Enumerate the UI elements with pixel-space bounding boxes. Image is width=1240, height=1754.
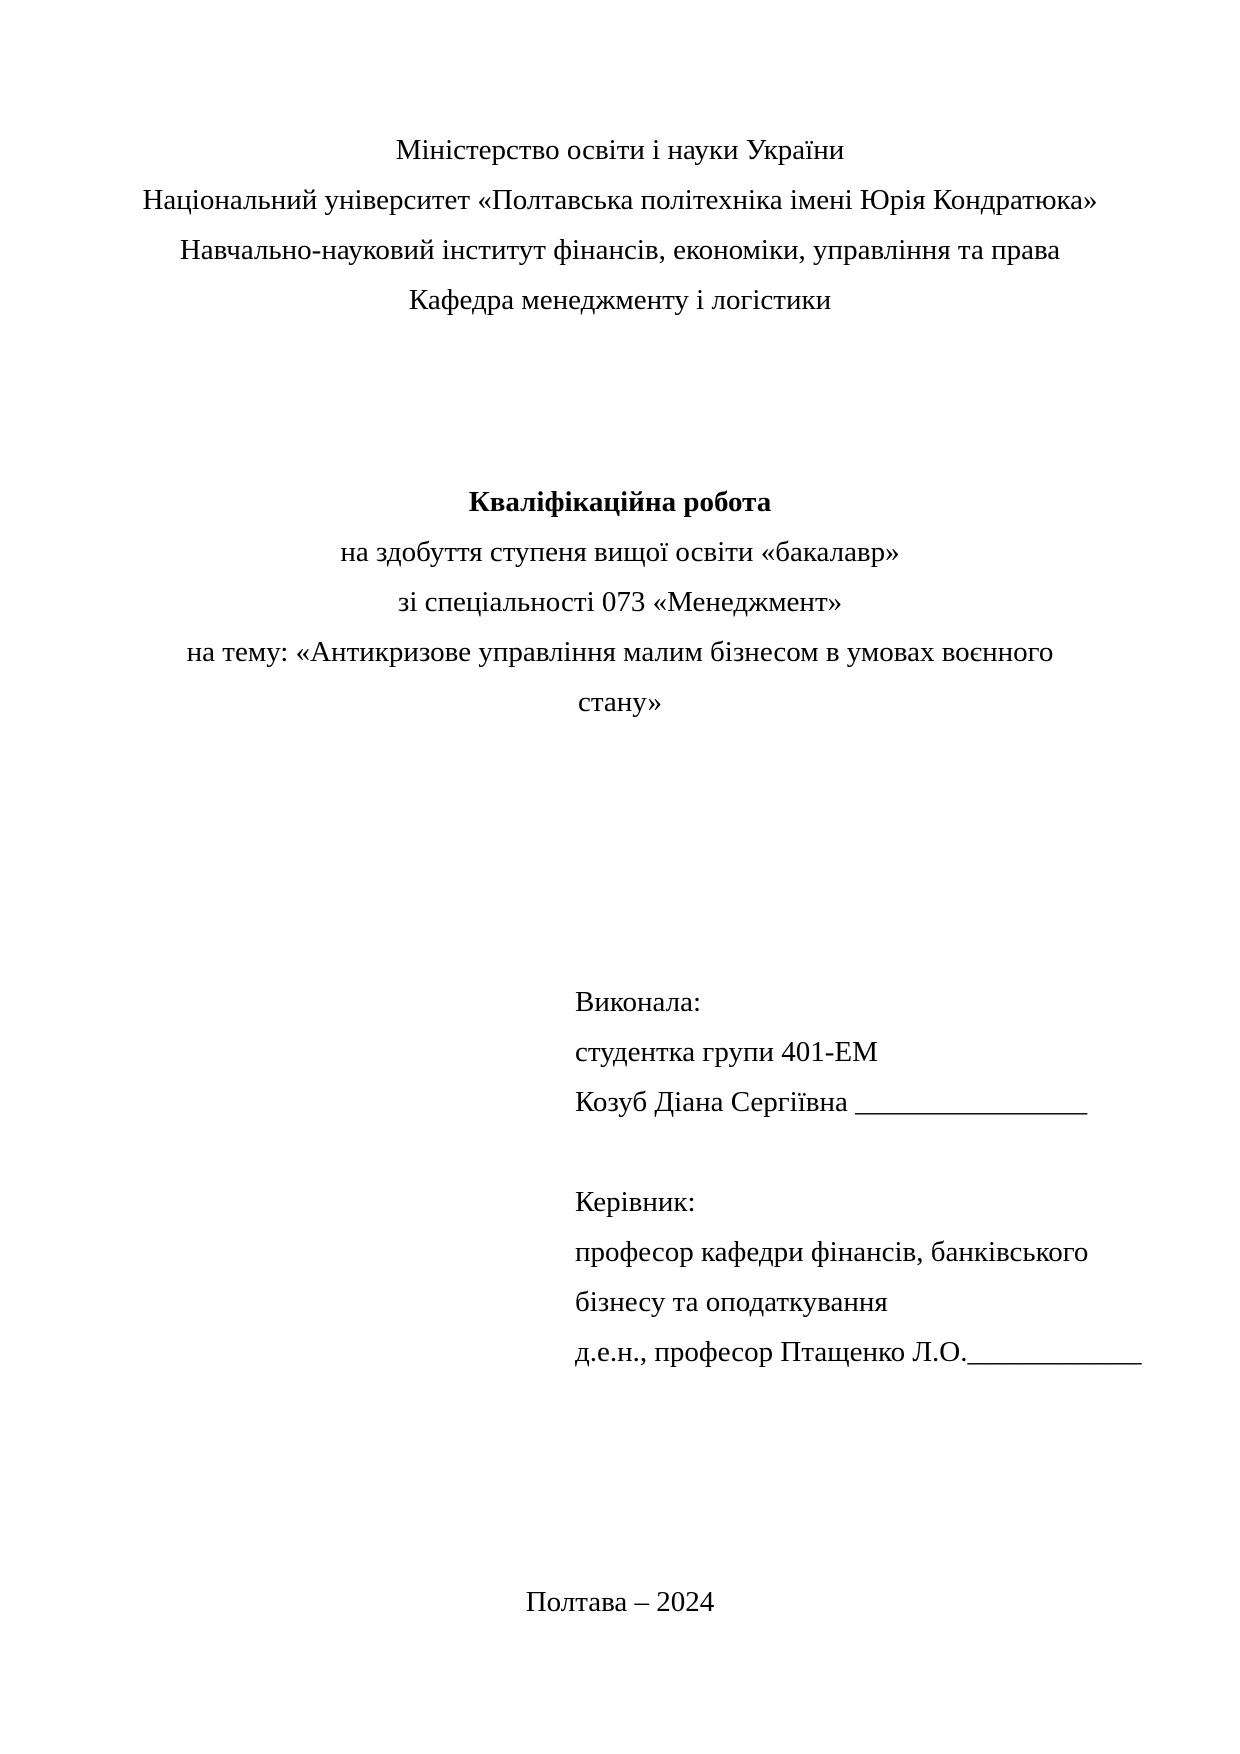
ministry-name: Міністерство освіти і науки України xyxy=(395,134,845,166)
city-year: Полтава – 2024 xyxy=(525,1586,715,1618)
degree-line: на здобуття ступеня вищої освіти «бакалавр» xyxy=(340,536,900,568)
author-label: Виконала: xyxy=(575,986,702,1018)
department-name: Кафедра менеджменту і логістики xyxy=(408,284,832,316)
supervisor-name-signature: д.е.н., професор Птащенко Л.О.____________ xyxy=(575,1336,1142,1368)
institute-name: Навчально-науковий інститут фінансів, економіки, управління та права xyxy=(179,234,1061,266)
university-name: Національний університет «Полтавська політехніка імені Юрія Кондратюка» xyxy=(142,184,1098,216)
specialty-line: зі спеціальності 073 «Менеджмент» xyxy=(397,586,843,618)
work-title: Кваліфікаційна робота xyxy=(468,486,772,518)
topic-line-2: стану» xyxy=(577,686,662,718)
supervisor-position-2: бізнесу та оподаткування xyxy=(575,1286,888,1318)
author-group: студентка групи 401-ЕМ xyxy=(575,1036,878,1068)
author-name-signature: Козуб Діана Сергіївна ________________ xyxy=(575,1086,1088,1118)
supervisor-label: Керівник: xyxy=(575,1186,696,1218)
topic-line-1: на тему: «Антикризове управління малим бізнесом в умовах воєнного xyxy=(186,636,1054,668)
supervisor-position-1: професор кафедри фінансів, банківського xyxy=(575,1236,1089,1268)
